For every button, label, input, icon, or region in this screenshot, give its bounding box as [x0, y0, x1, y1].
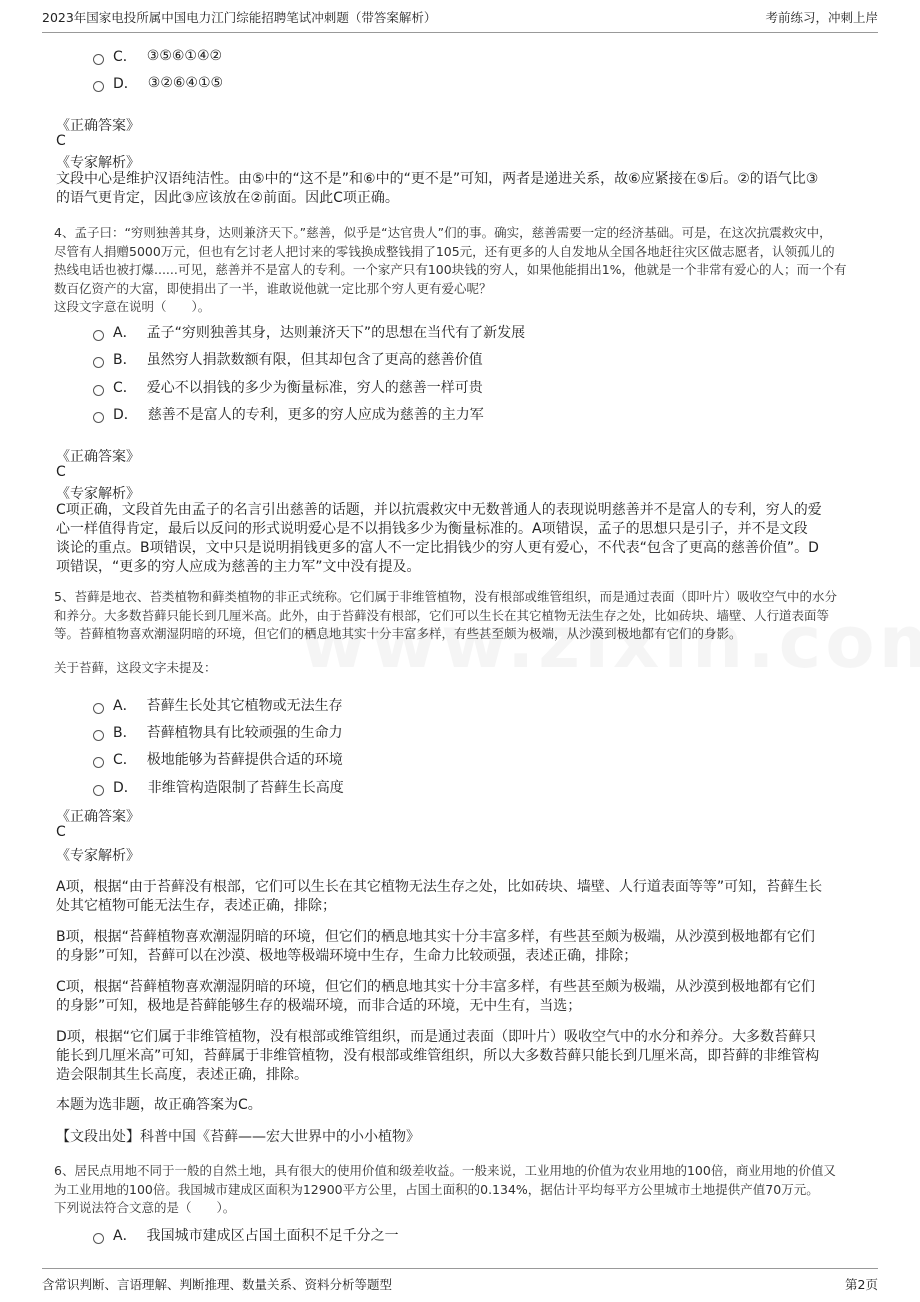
analysis-line: 本题为选非题，故正确答案为C。 — [56, 1097, 262, 1113]
stem-line: 为工业用地的100倍。我国城市建成区面积为12900平方公里，占国土面积的0.134%，据估计平均每平方公里城市土地提供产值70万元。 — [54, 1181, 819, 1197]
option-letter: D． — [113, 780, 138, 796]
q5-analysis-c — [56, 978, 876, 1016]
option-letter: C． — [113, 752, 137, 768]
q5-conclusion — [56, 1096, 876, 1115]
header-slogan: 考前练习，冲刺上岸 — [765, 10, 878, 25]
q4-stem — [54, 224, 884, 317]
analysis-line: C项，根据“苔藓植物喜欢潮湿阴暗的环境，但它们的栖息地其实十分丰富多样，有些甚至颇为极端，从沙漠到极地都有它们 — [56, 979, 816, 995]
q3-option-d[interactable] — [93, 73, 223, 93]
q5-analysis-d — [56, 1028, 876, 1085]
q4-option-c[interactable] — [93, 377, 483, 397]
q4-analysis-label: 《专家解析》 — [56, 486, 140, 502]
analysis-line: 文段中心是维护汉语纯洁性。由⑤中的“这不是”和⑥中的“更不是”可知，两者是递进关系，故⑥应紧接在⑤后。②的语气比③ — [56, 171, 819, 187]
stem-line: 4、孟子曰：“穷则独善其身，达则兼济天下。”慈善，似乎是“达官贵人”们的事。确实，慈善需要一定的经济基础。可是，在这次抗震救灾中， — [54, 225, 832, 240]
q3-analysis-label: 《专家解析》 — [56, 155, 140, 171]
source-line: 【文段出处】科普中国《苔藓——宏大世界中的小小植物》 — [56, 1129, 420, 1145]
q3-answer: C — [56, 133, 66, 149]
q5-source — [56, 1128, 876, 1147]
q4-answer-label: 《正确答案》 — [56, 449, 140, 465]
stem-line: 下列说法符合文意的是（ ）。 — [54, 1200, 236, 1215]
radio-icon[interactable] — [93, 54, 104, 65]
option-letter: A． — [113, 698, 137, 714]
stem-line: 数百亿资产的大富，即使捐出了一半，谁敢说他就一定比那个穷人更有爱心呢？ — [54, 280, 492, 296]
q3-option-c[interactable] — [93, 46, 222, 66]
q5-option-d[interactable] — [93, 777, 344, 797]
analysis-line: 处其它植物可能无法生存，表述正确，排除； — [56, 898, 336, 914]
document-title: 2023年国家电投所属中国电力江门综能招聘笔试冲刺题（带答案解析） — [42, 10, 437, 25]
q4-option-d[interactable] — [93, 404, 484, 424]
analysis-line: D项，根据“它们属于非维管植物，没有根部或维管组织，而是通过表面（即叶片）吸收空气中的水分和养分。大多数苔藓只 — [56, 1029, 817, 1045]
option-letter: B． — [113, 352, 137, 368]
q5-question: 关于苔藓，这段文字未提及： — [54, 660, 217, 675]
option-letter: D． — [113, 407, 138, 423]
option-text: ③②⑥④①⑤ — [147, 75, 224, 91]
radio-icon[interactable] — [93, 412, 104, 423]
q4-option-b[interactable] — [93, 349, 483, 369]
analysis-line: 的身影”可知，极地是苔藓能够生存的极端环境，而非合适的环境，无中生有，当选； — [56, 998, 582, 1014]
radio-icon[interactable] — [93, 81, 104, 92]
option-text: ③⑤⑥①④② — [146, 48, 223, 64]
analysis-line: 心一样值得肯定，最后以反问的形式说明爱心是不以捐钱多少为衡量标准的。A项错误，孟子的思想只是引子，并不是文段 — [56, 521, 808, 537]
option-text: 苔藓植物具有比较顽强的生命力 — [146, 725, 343, 741]
q4-answer: C — [56, 464, 66, 480]
q5-analysis-a — [56, 878, 876, 916]
stem-line: 等。苔藓植物喜欢潮湿阴暗的环境，但它们的栖息地其实十分丰富多样，有些甚至颇为极端，从沙漠到极地都有它们的身影。 — [54, 626, 742, 641]
option-letter: A． — [113, 1228, 137, 1244]
option-text: 非维管构造限制了苔藓生长高度 — [147, 780, 344, 796]
stem-line: 和养分。大多数苔藓只能长到几厘米高。此外，由于苔藓没有根部，它们可以生长在其它植物无法生存之处，比如砖块、墙壁、人行道表面等 — [54, 607, 830, 623]
option-letter: B． — [113, 725, 137, 741]
option-text: 爱心不以捐钱的多少为衡量标准，穷人的慈善一样可贵 — [146, 380, 483, 396]
option-letter: C． — [113, 49, 137, 65]
radio-icon[interactable] — [93, 785, 104, 796]
option-letter: C． — [113, 380, 137, 396]
q5-answer: C — [56, 824, 66, 840]
stem-line: 6、居民点用地不同于一般的自然土地，具有很大的使用价值和级差收益。一般来说，工业用地的价值为农业用地的100倍，商业用地的价值又 — [54, 1163, 836, 1178]
analysis-line: 项错误，“更多的穷人应成为慈善的主力军”文中没有提及。 — [56, 559, 421, 575]
radio-icon[interactable] — [93, 730, 104, 741]
option-text: 我国城市建成区占国土面积不足千分之一 — [146, 1228, 399, 1244]
q3-answer-label: 《正确答案》 — [56, 118, 140, 134]
analysis-line: B项，根据“苔藓植物喜欢潮湿阴暗的环境，但它们的栖息地其实十分丰富多样，有些甚至颇为极端，从沙漠到极地都有它们 — [56, 929, 815, 945]
radio-icon[interactable] — [93, 703, 104, 714]
option-text: 孟子“穷则独善其身，达则兼济天下”的思想在当代有了新发展 — [146, 325, 526, 341]
page-footer — [42, 1268, 878, 1293]
stem-line: 这段文字意在说明（ ）。 — [54, 299, 211, 314]
footer-subjects: 含常识判断、言语理解、判断推理、数量关系、资料分析等题型 — [42, 1277, 393, 1292]
radio-icon[interactable] — [93, 357, 104, 368]
option-letter: A． — [113, 325, 137, 341]
radio-icon[interactable] — [93, 385, 104, 396]
option-text: 苔藓生长处其它植物或无法生存 — [146, 698, 343, 714]
q5-option-a[interactable] — [93, 695, 343, 715]
q6-option-a[interactable] — [93, 1225, 399, 1245]
stem-line: 5、苔藓是地衣、苔类植物和藓类植物的非正式统称。它们属于非维管植物，没有根部或维管组织，而是通过表面（即叶片）吸收空气中的水分 — [54, 589, 837, 604]
analysis-line: 造会限制其生长高度，表述正确，排除。 — [56, 1067, 308, 1083]
analysis-line: 谈论的重点。B项错误，文中只是说明捐钱更多的富人不一定比捐钱少的穷人更有爱心，不代表“包含了更高的慈善价值”。D — [56, 540, 819, 556]
q5-option-c[interactable] — [93, 749, 343, 769]
q4-option-a[interactable] — [93, 322, 525, 342]
q6-stem — [54, 1162, 884, 1218]
q5-stem — [54, 588, 884, 644]
option-text: 虽然穷人捐款数额有限，但其却包含了更高的慈善价值 — [146, 352, 483, 368]
option-text: 极地能够为苔藓提供合适的环境 — [146, 752, 343, 768]
q3-analysis — [56, 170, 876, 208]
stem-line: 尽管有人捐赠5000万元，但也有乞讨老人把讨来的零钱换成整钱捐了105元，还有更多的人自发地从全国各地赶往灾区做志愿者，认领孤儿的 — [54, 243, 835, 259]
analysis-line: A项，根据“由于苔藓没有根部，它们可以生长在其它植物无法生存之处，比如砖块、墙壁、人行道表面等等”可知，苔藓生长 — [56, 879, 823, 895]
page-number: 第2页 — [845, 1277, 878, 1292]
analysis-line: 的语气更肯定，因此③应该放在②前面。因此C项正确。 — [56, 190, 399, 206]
analysis-line: C项正确，文段首先由孟子的名言引出慈善的话题，并以抗震救灾中无数普通人的表现说明慈善并不是富人的专利，穷人的爱 — [56, 502, 822, 518]
q5-option-b[interactable] — [93, 722, 343, 742]
option-letter: D． — [113, 76, 138, 92]
analysis-line: 的身影”可知，苔藓可以在沙漠、极地等极端环境中生存，生命力比较顽强，表述正确，排除； — [56, 948, 638, 964]
radio-icon[interactable] — [93, 757, 104, 768]
option-text: 慈善不是富人的专利，更多的穷人应成为慈善的主力军 — [147, 407, 484, 423]
stem-line: 热线电话也被打爆......可见，慈善并不是富人的专利。一个家产只有100块钱的穷人，如果他能捐出1%，他就是一个非常有爱心的人；而一个有 — [54, 262, 847, 277]
page-header — [42, 8, 878, 33]
radio-icon[interactable] — [93, 1233, 104, 1244]
analysis-line: 能长到几厘米高”可知，苔藓属于非维管植物，没有根部或维管组织，所以大多数苔藓只能长到几厘米高，即苔藓的非维管构 — [56, 1048, 820, 1064]
q5-answer-label: 《正确答案》 — [56, 809, 140, 825]
q5-analysis-b — [56, 928, 876, 966]
q4-analysis — [56, 501, 876, 577]
q5-analysis-label: 《专家解析》 — [56, 848, 140, 864]
radio-icon[interactable] — [93, 330, 104, 341]
